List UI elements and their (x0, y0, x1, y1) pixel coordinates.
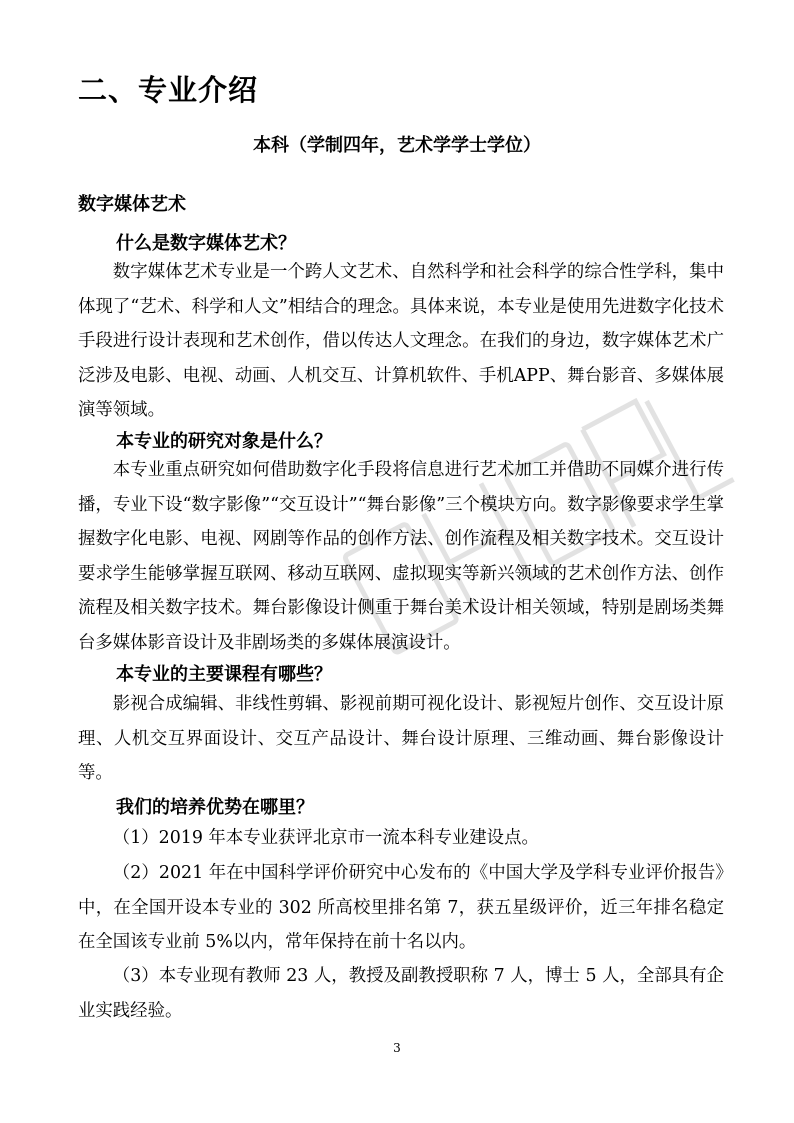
question-heading: 我们的培养优势在哪里？ (116, 797, 314, 818)
body-paragraph: 本专业重点研究如何借助数字化手段将信息进行艺术加工并借助不同媒介进行传播，专业下设“数字影像”“交互设计”“舞台影像”三个模块方向。数字影像要求学生掌握数字化电影、电视、网剧等作品的创作方法、创作流程及相关数字技术。交互设计要求学生能够掌握互联网、移动互联网、虚拟现实等新兴领域的艺术创作方法、创作流程及相关数字技术。舞台影像设计侧重于舞台美术设计相关领域，特别是剧场类舞台多媒体影音设计及非剧场类的多媒体展演设计。 (78, 460, 724, 653)
body-paragraph: 影视合成编辑、非线性剪辑、影视前期可视化设计、影视短片创作、交互设计原理、人机交互界面设计、交互产品设计、舞台设计原理、三维动画、舞台影像设计等。 (78, 694, 724, 783)
question-heading: 本专业的主要课程有哪些？ (116, 664, 332, 685)
body-paragraph: 数字媒体艺术专业是一个跨人文艺术、自然科学和社会科学的综合性学科，集中体现了“艺术、科学和人文”相结合的理念。具体来说，本专业是使用先进数字化技术手段进行设计表现和艺术创作，借以传达人文理念。在我们的身边，数字媒体艺术广泛涉及电影、电视、动画、人机交互、计算机软件、手机APP、舞台影音、多媒体展演等领域。 (78, 262, 724, 420)
body-paragraph: （2）2021 年在中国科学评价研究中心发布的《中国大学及学科专业评价报告》中，在全国开设本专业的 302 所高校里排名第 7，获五星级评价，近三年排名稳定在全国该专业前 5%以内，常年保持在前十名以内。 (78, 863, 724, 952)
major-title: 数字媒体艺术 (78, 194, 186, 215)
section-heading: 二、专业介绍 (78, 73, 259, 107)
body-paragraph: （1）2019 年本专业获评北京市一流本科专业建设点。 (112, 828, 539, 848)
question-heading: 本专业的研究对象是什么？ (116, 431, 332, 452)
body-paragraph: （3）本专业现有教师 23 人，教授及副教授职称 7 人，博士 5 人，全部具有企业实践经验。 (78, 966, 724, 1021)
question-heading: 什么是数字媒体艺术？ (116, 233, 296, 254)
degree-line: 本科（学制四年，艺术学学士学位） (253, 135, 541, 156)
page-number: 3 (393, 1041, 401, 1055)
